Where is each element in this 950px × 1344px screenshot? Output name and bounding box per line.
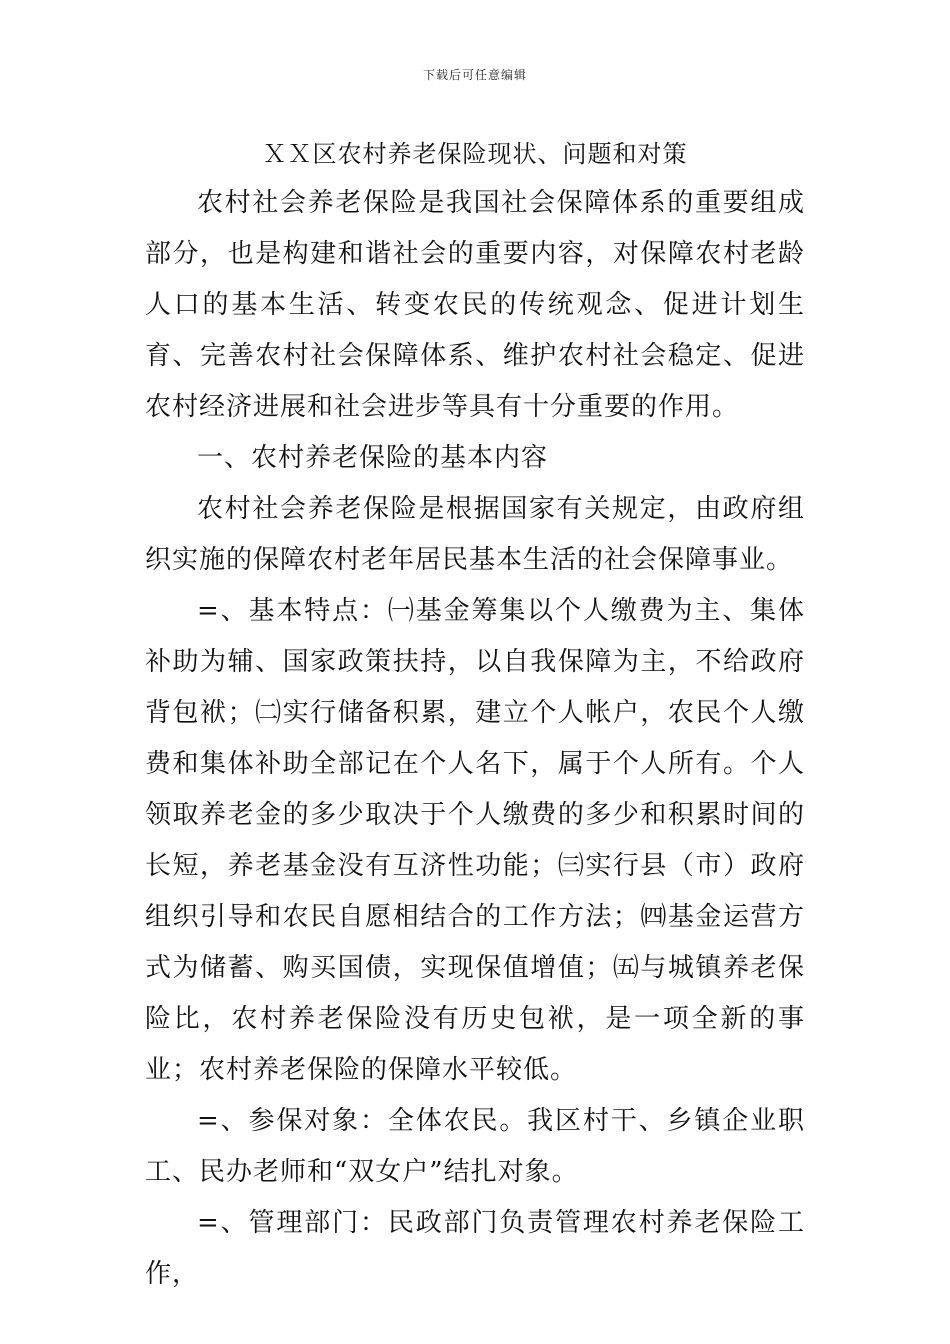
paragraph-features: =、基本特点：㈠基金筹集以个人缴费为主、集体补助为辅、国家政策扶持，以自我保障为主，不给政府背包袱；㈡实行储备积累，建立个人帐户，农民个人缴费和集体补助全部记在个人名下，属于个人所有。个人领取养老金的多少取决于个人缴费的多少和积累时间的长短，养老基金没有互济性功能；㈢实行县（市）政府组织引导和农民自愿相结合的工作方法；㈣基金运营方式为储蓄、购买国债，实现保值增值；㈤与城镇养老保险比，农村养老保险没有历史包袱，是一项全新的事业；农村养老保险的保障水平较低。 <box>145 596 805 1085</box>
section-heading-1: 一、农村养老保险的基本内容 <box>197 443 549 473</box>
paragraph-management: =、管理部门：民政部门负责管理农村养老保险工作， <box>145 1208 805 1289</box>
paragraph-participants: =、参保对象：全体农民。我区村干、乡镇企业职工、民办老师和“双女户”结扎对象。 <box>145 1106 805 1187</box>
header-note: 下载后可任意编辑 <box>422 68 527 82</box>
document-title: ＸＸ区农村养老保险现状、问题和对策 <box>262 140 688 168</box>
document-body <box>145 178 805 1300</box>
paragraph-intro: 农村社会养老保险是我国社会保障体系的重要组成部分，也是构建和谐社会的重要内容，对保障农村老龄人口的基本生活、转变农民的传统观念、促进计划生育、完善农村社会保障体系、维护农村社会稳定、促进农村经济进展和社会进步等具有十分重要的作用。 <box>145 188 805 422</box>
paragraph-definition: 农村社会养老保险是根据国家有关规定，由政府组织实施的保障农村老年居民基本生活的社会保障事业。 <box>145 494 805 575</box>
